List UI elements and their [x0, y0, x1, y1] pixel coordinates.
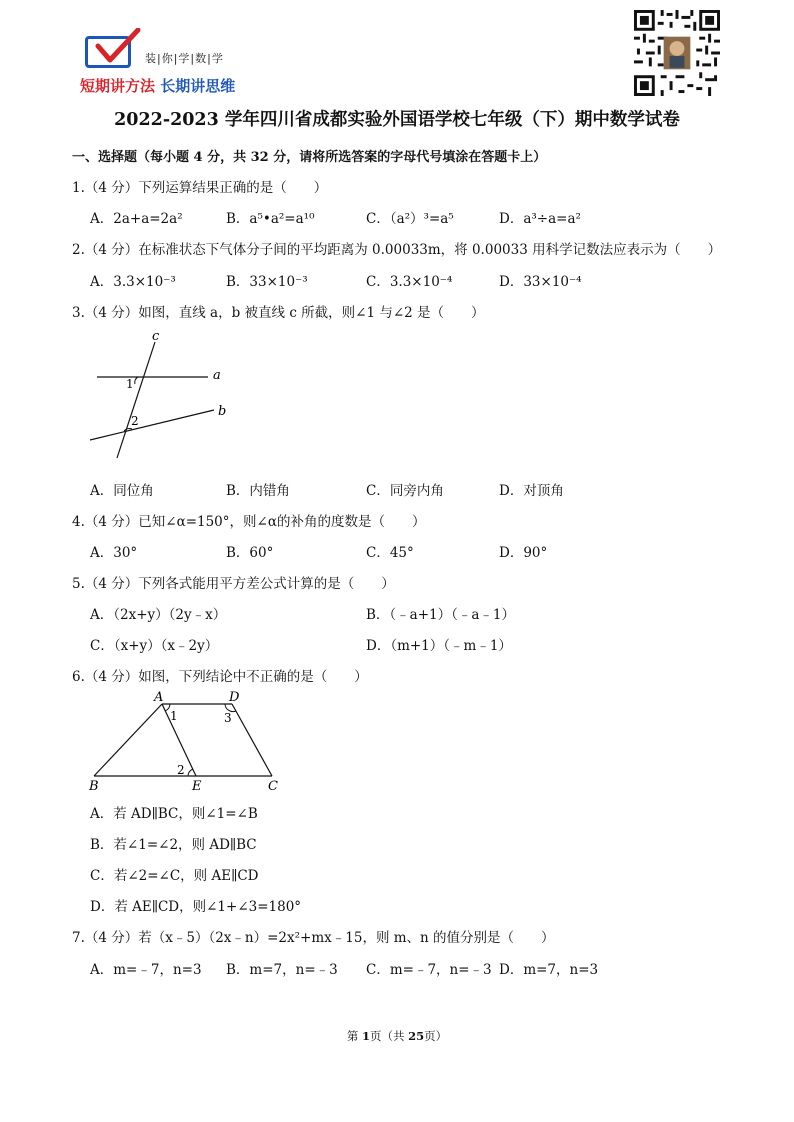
slogan-red: 短期讲方法 [80, 77, 156, 95]
q3-option-c[interactable]: C．同旁内角 [366, 483, 444, 499]
checkmark-icon [94, 28, 142, 68]
q5-option-b[interactable]: B．（﹣a+1）（﹣a﹣1） [366, 607, 516, 623]
question-7-stem: 7.（4 分）若（x﹣5）（2x﹣n）=2x²+mx﹣15，则 m、n 的值分别是（ ） [72, 930, 555, 946]
page-footer [0, 1028, 794, 1044]
segment-ab [94, 704, 162, 776]
question-1-stem: 1.（4 分）下列运算结果正确的是（ ） [72, 180, 328, 196]
q1-option-b[interactable]: B．a⁵•a²=a¹⁰ [226, 211, 315, 227]
page-title: 2022-2023 学年四川省成都实验外国语学校七年级（下）期中数学试卷 [114, 110, 680, 130]
q4-option-d[interactable]: D．90° [499, 545, 548, 561]
q6-option-b[interactable]: B．若∠1=∠2，则 AD∥BC [90, 837, 257, 853]
q4-option-a[interactable]: A．30° [90, 545, 138, 561]
label-angle-2: 2 [131, 414, 139, 428]
slogan-top: 装|你|学|数|学 [145, 52, 224, 65]
q4-option-b[interactable]: B．60° [226, 545, 274, 561]
question-2-stem: 2.（4 分）在标准状态下气体分子间的平均距离为 0.00033m，将 0.00033 用科学记数法应表示为（ ） [72, 242, 722, 258]
label-B: B [89, 779, 99, 794]
q2-option-b[interactable]: B．33×10⁻³ [226, 274, 308, 290]
section-heading: 一、选择题（每小题 4 分，共 32 分，请将所选答案的字母代号填涂在答题卡上） [72, 150, 547, 165]
label-angle-1: 1 [170, 709, 178, 723]
question-3-stem: 3.（4 分）如图，直线 a，b 被直线 c 所截，则∠1 与∠2 是（ ） [72, 305, 485, 321]
figure-trapezoid [84, 686, 294, 798]
footer-mid: 页（共 [370, 1029, 409, 1043]
q2-option-c[interactable]: C．3.3×10⁻⁴ [366, 274, 453, 290]
q5-option-a[interactable]: A．（2x+y）（2y﹣x） [90, 607, 227, 623]
q4-option-c[interactable]: C．45° [366, 545, 414, 561]
label-c: c [152, 329, 160, 344]
segment-dc [232, 704, 272, 776]
qr-code-icon[interactable] [634, 10, 720, 96]
question-4-stem: 4.（4 分）已知∠α=150°，则∠α的补角的度数是（ ） [72, 514, 426, 530]
label-E: E [192, 779, 202, 794]
q6-option-d[interactable]: D．若 AE∥CD，则∠1+∠3=180° [90, 899, 302, 915]
figure-transversal [84, 326, 244, 462]
q5-option-d[interactable]: D．（m+1）（﹣m﹣1） [366, 638, 512, 654]
line-b [90, 410, 214, 440]
line-c [117, 342, 155, 458]
angle-2-arc [188, 769, 193, 776]
slogan-blue: 长期讲思维 [160, 77, 236, 95]
q7-option-c[interactable]: C．m=﹣7，n=﹣3 [366, 962, 492, 978]
q3-option-a[interactable]: A．同位角 [90, 483, 154, 499]
label-C: C [268, 779, 278, 794]
q7-option-a[interactable]: A．m=﹣7，n=3 [90, 962, 202, 978]
q6-option-a[interactable]: A．若 AD∥BC，则∠1=∠B [90, 806, 258, 822]
q1-option-a[interactable]: A．2a+a=2a² [90, 211, 183, 227]
label-b: b [218, 404, 227, 419]
q2-option-d[interactable]: D．33×10⁻⁴ [499, 274, 582, 290]
q3-option-b[interactable]: B．内错角 [226, 483, 290, 499]
q7-option-b[interactable]: B．m=7，n=﹣3 [226, 962, 338, 978]
q6-option-c[interactable]: C．若∠2=∠C，则 AE∥CD [90, 868, 259, 884]
footer-prefix: 第 [346, 1029, 362, 1043]
label-A: A [154, 690, 164, 705]
slogan-bottom [80, 75, 235, 96]
q1-option-c[interactable]: C．（a²）³=a⁵ [366, 211, 454, 227]
label-angle-1: 1 [126, 377, 134, 391]
label-angle-3: 3 [224, 711, 232, 725]
footer-page-number: 1 [361, 1029, 370, 1043]
q7-option-d[interactable]: D．m=7，n=3 [499, 962, 599, 978]
brand-logo [80, 28, 260, 100]
label-a: a [213, 368, 221, 383]
q5-option-c[interactable]: C．（x+y）（x﹣2y） [90, 638, 219, 654]
q1-option-d[interactable]: D．a³÷a=a² [499, 211, 581, 227]
footer-total-pages: 25 [408, 1029, 425, 1043]
question-6-stem: 6.（4 分）如图，下列结论中不正确的是（ ） [72, 669, 368, 685]
footer-suffix: 页） [424, 1029, 448, 1043]
q2-option-a[interactable]: A．3.3×10⁻³ [90, 274, 176, 290]
label-D: D [229, 690, 240, 705]
label-angle-2: 2 [177, 763, 185, 777]
q3-option-d[interactable]: D．对顶角 [499, 483, 564, 499]
angle-1-arc [135, 377, 138, 384]
question-5-stem: 5.（4 分）下列各式能用平方差公式计算的是（ ） [72, 576, 395, 592]
